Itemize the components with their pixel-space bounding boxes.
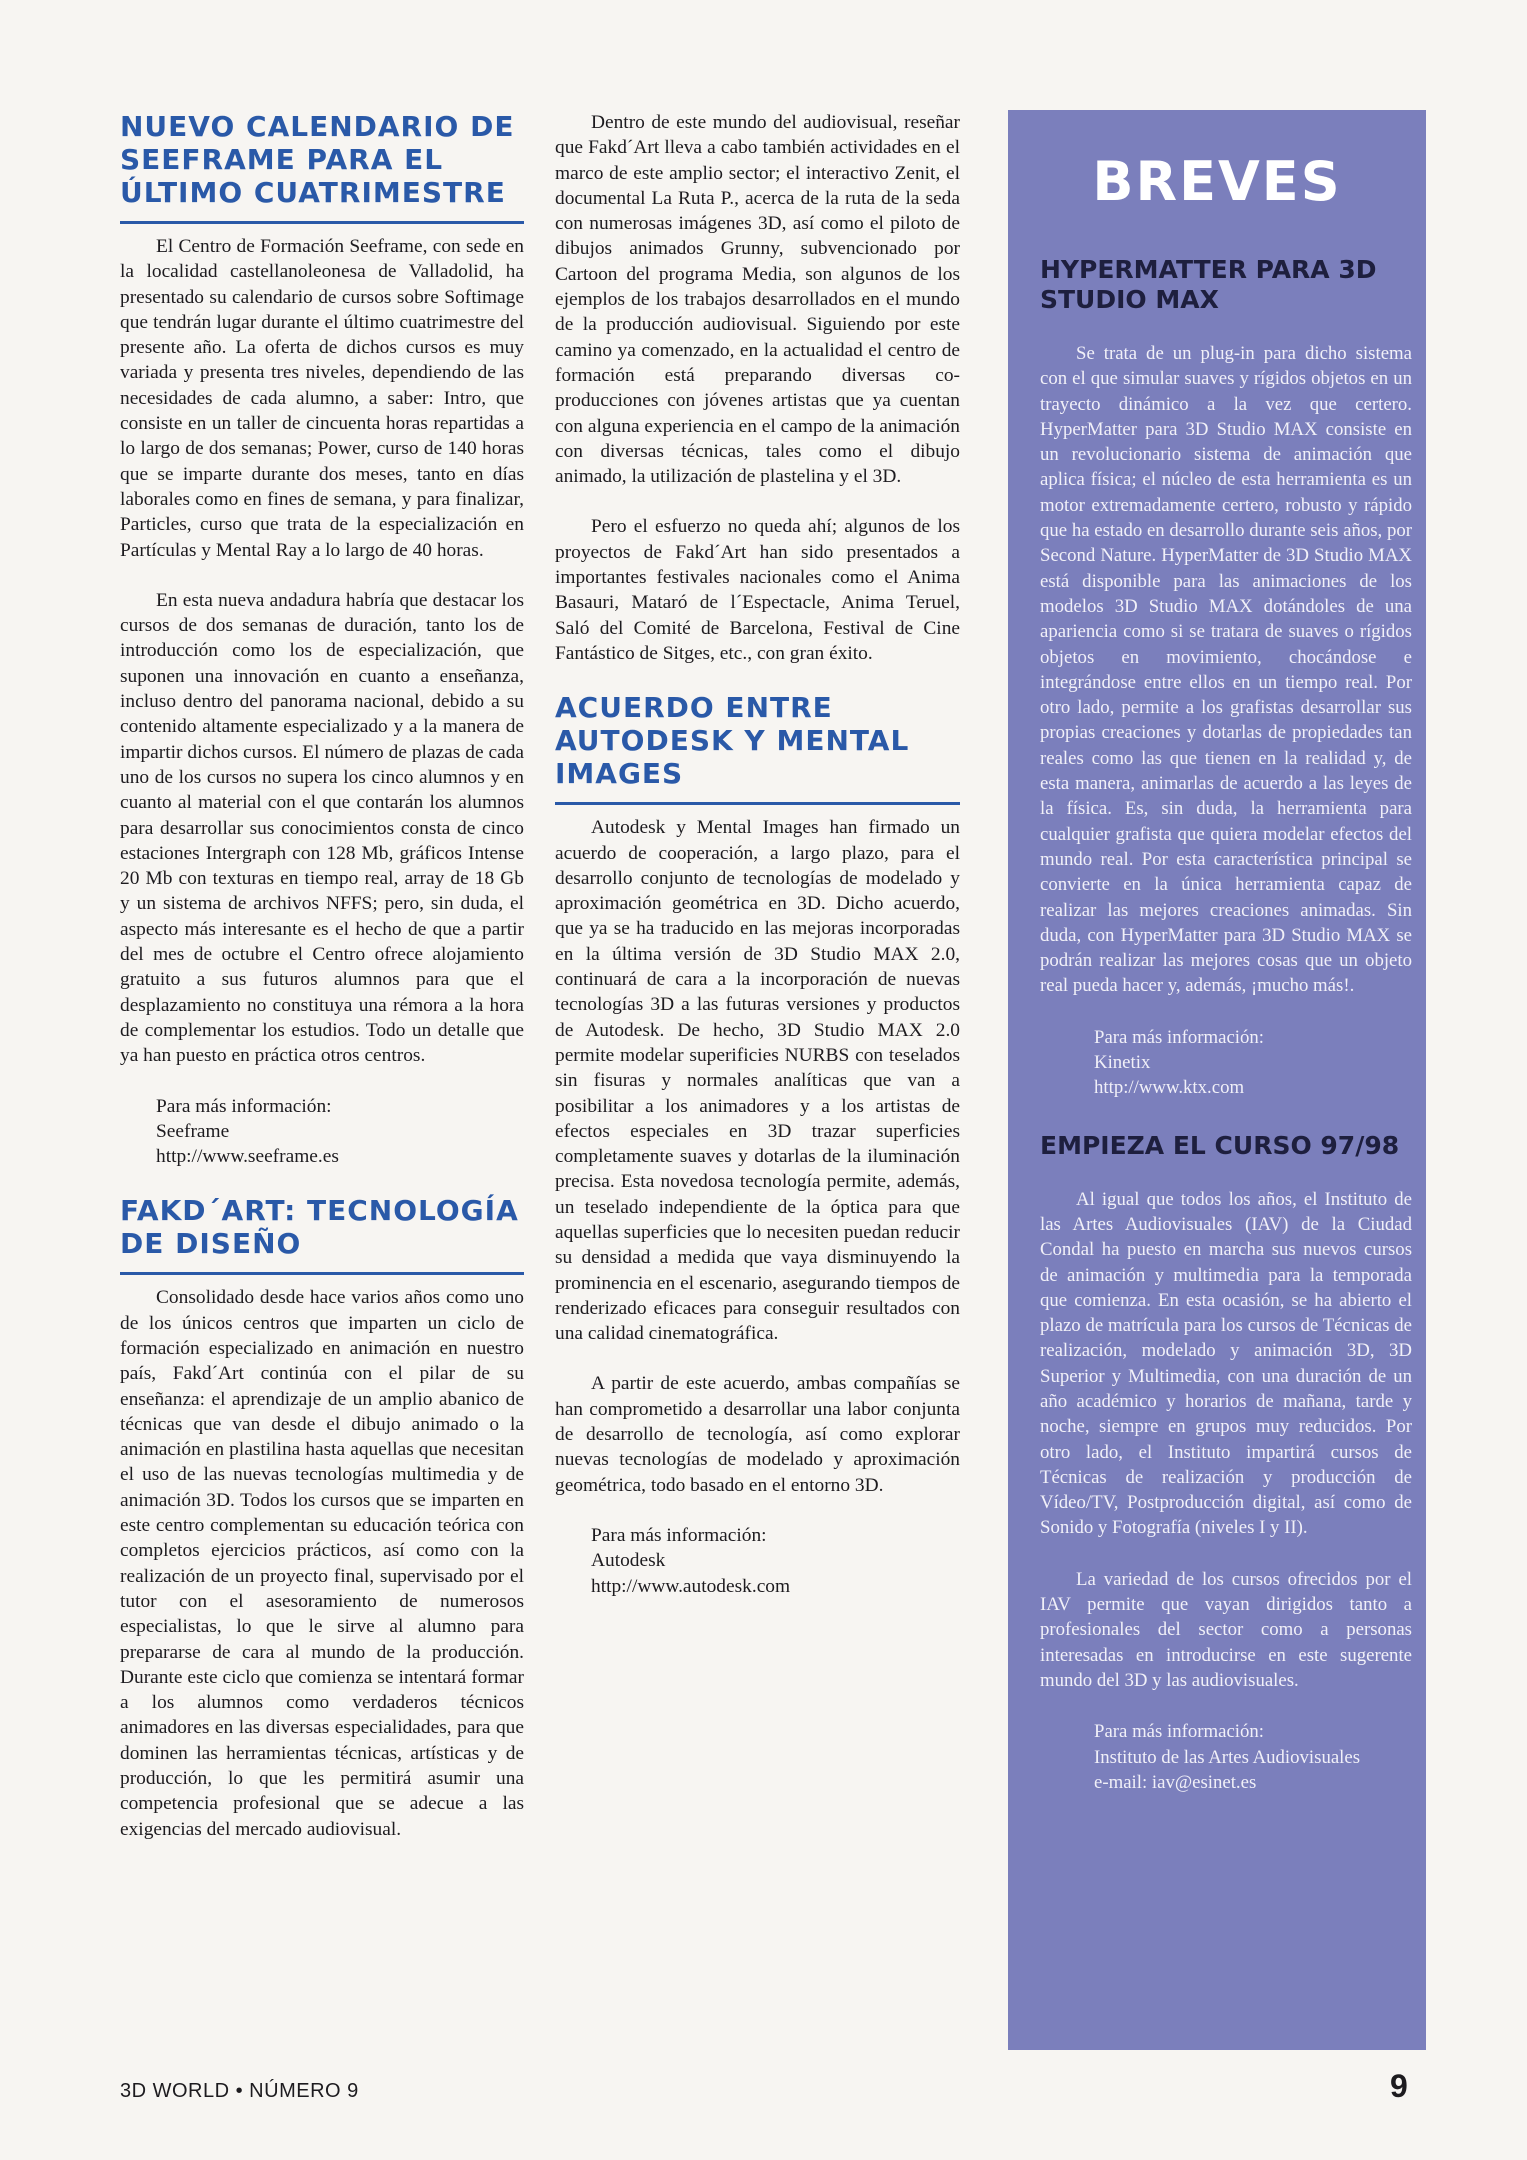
article-headline-autodesk: ACUERDO ENTRE AUTODESK Y MENTAL IMAGES <box>555 691 960 805</box>
info-url: e-mail: iav@esinet.es <box>1094 1771 1257 1793</box>
info-name: Kinetix <box>1094 1052 1151 1074</box>
info-label: Para más información: <box>1094 1026 1265 1048</box>
article-headline-seeframe: NUEVO CALENDARIO DE SEEFRAME PARA EL ÚLTIMO CUATRIMESTRE <box>120 110 524 224</box>
info-url: http://www.ktx.com <box>1094 1077 1245 1099</box>
article-paragraph: A partir de este acuerdo, ambas compañías se han comprometido a desarrollar una labor conjunta de desarrollo de tecnología, así como explorar nuevas tecnologías de modelado y aproximación geométrica, todo basado en el entorno 3D. <box>555 1373 960 1496</box>
info-name: Seeframe <box>156 1120 230 1142</box>
article-paragraph: Dentro de este mundo del audiovisual, reseñar que Fakd´Art lleva a cabo también actividades en el marco de este amplio sector; el interactivo Zenit, el documental La Ruta P., acerca de la ruta de la seda con numerosas imágenes 3D, así como el piloto de dibujos animados Grunny, subvencionado por Cartoon del programa Media, son algunos de los ejemplos de los trabajos desarrollados en el mundo de la producción audiovisual. Siguiendo por este camino ya comenzado, en la actualidad el centro de formación está preparando diversas co-producciones con jóvenes artistas que ya cuentan con alguna experiencia en el campo de la animación con diversas técnicas, tales como el dibujo animado, la utilización de plastelina y el 3D. <box>555 112 960 488</box>
article-paragraph: Pero el esfuerzo no queda ahí; algunos de los proyectos de Fakd´Art han sido presentados a importantes festivales nacionales como el Anima Basauri, Mataró de l´Espectacle, Anima Teruel, Saló del Comité de Barcelona, Festival de Cine Fantástico de Sitges, etc., con gran éxito. <box>555 516 960 664</box>
article-paragraph: Consolidado desde hace varios años como uno de los únicos centros que imparten un ciclo de formación especializado en animación en nuestro país, Fakd´Art continúa con el pilar de su enseñanza: el aprendizaje de un amplio abanico de técnicas que van desde el dibujo animado o la animación en plastilina hasta aquellas que necesitan el uso de las nuevas tecnologías multimedia y de animación 3D. Todos los cursos que se imparten en este centro complementan su educación teórica con completos ejercicios prácticos, así como con la realización de un proyecto final, supervisado por el tutor con el asesoramiento de numerosos especialistas, lo que le sirve al alumno para prepararse de cara al mundo de la producción. Durante este ciclo que comienza se intentará formar a los alumnos como verdaderos técnicos animadores en las diversas especialidades, para que dominen las herramientas técnicas, artísticas y de producción, lo que les permitirá asumir una competencia profesional que se adecue a las exigencias del mercado audiovisual. <box>120 1287 524 1840</box>
info-label: Para más información: <box>156 1095 332 1117</box>
info-url: http://www.seeframe.es <box>156 1146 339 1168</box>
article-paragraph: En esta nueva andadura habría que destacar los cursos de dos semanas de duración, tanto los de introducción como los de especialización, que suponen una innovación en cuanto a enseñanza, incluso dentro del panorama nacional, debido a su contenido altamente especializado y a la manera de impartir dichos cursos. El número de plazas de cada uno de los cursos no supera los cinco alumnos y en cuanto al material con el que contarán los alumnos para desarrollar sus conocimientos consta de cinco estaciones Intergraph con 128 Mb, gráficos Intense 20 Mb con texturas en tiempo real, array de 18 Gb y un sistema de archivos NFFS; pero, sin duda, el aspecto más interesante es el hecho de que a partir del mes de octubre el Centro ofrece alojamiento gratuito a sus futuros alumnos para que el desplazamiento no constituya una rémora a la hora de complementar los estudios. Todo un detalle que ya han puesto en práctica otros centros. <box>120 589 524 1067</box>
info-block-autodesk <box>555 1523 960 1599</box>
column-middle <box>555 110 960 1624</box>
info-block-iav <box>1094 1719 1412 1795</box>
info-url: http://www.autodesk.com <box>591 1575 791 1597</box>
info-block-seeframe <box>120 1094 524 1170</box>
article-headline-fakdart: FAKD´ART: TECNOLOGÍA DE DISEÑO <box>120 1194 524 1275</box>
info-name: Instituto de las Artes Audiovisuales <box>1094 1746 1361 1768</box>
article-paragraph: El Centro de Formación Seeframe, con sede en la localidad castellanoleonesa de Valladolid, ha presentado su calendario de cursos sobre Softimage que tendrán lugar durante el último cuatrimestre del presente año. La oferta de dichos cursos es muy variada y presenta tres niveles, dependiendo de las necesidades de cada alumno, a saber: Intro, que consiste en un taller de cincuenta horas repartidas a lo largo de dos semanas; Power, curso de 140 horas que se imparte durante dos meses, tanto en días laborales como en fines de semana, y para finalizar, Particles, curso que trata de la especialización en Partículas y Mental Ray a lo largo de 40 horas. <box>120 236 524 561</box>
breves-title: BREVES <box>1092 150 1342 213</box>
info-label: Para más información: <box>1094 1721 1265 1743</box>
page-number: 9 <box>1390 2068 1408 2104</box>
info-label: Para más información: <box>591 1524 767 1546</box>
info-name: Autodesk <box>591 1550 666 1572</box>
column-left <box>120 110 524 1867</box>
breves-headline-hypermatter: HYPERMATTER PARA 3D STUDIO MAX <box>1040 255 1377 314</box>
breves-sidebar <box>1008 110 1426 2050</box>
breves-paragraph: Se trata de un plug-in para dicho sistema con el que simular suaves y rígidos objetos en un trayecto dinámico a la vez que certero. HyperMatter para 3D Studio MAX consiste en un revolucionario sistema de animación que aplica física; el núcleo de esta herramienta es un motor extremadamente certero, robusto y rápido que ha estado en desarrollo durante seis años, por Second Nature. HyperMatter de 3D Studio MAX está disponible para las animaciones de los modelos 3D Studio MAX dotándoles de una apariencia como si se tratara de suaves o rígidos objetos en movimiento, chocándose e integrándose entre ellos en un tiempo real. Por otro lado, permite a los grafistas desarrollar sus propias creaciones y dotarlas de propiedades tan reales como las que tienen en la realidad y, de esta manera, animarlas de acuerdo a las leyes de la física. Es, sin duda, la herramienta para cualquier grafista que quiera modelar efectos del mundo real. Por esta característica principal se convierte en la única herramienta capaz de realizar las mejores creaciones animadas. Sin duda, con HyperMatter para 3D Studio MAX se podrán realizar las mejores cosas que un objeto real pueda hacer y, además, ¡mucho más!. <box>1040 343 1412 997</box>
info-block-kinetix <box>1094 1025 1412 1101</box>
breves-paragraph: Al igual que todos los años, el Instituto de las Artes Audiovisuales (IAV) de la Ciudad Condal ha puesto en marcha sus nuevos cursos de animación y multimedia para la temporada que comienza. En esta ocasión, se ha abierto el plazo de matrícula para los cursos de Técnicas de realización, modelado y animación 3D, 3D Superior y Multimedia, con una duración de un año académico y horarios de mañana, tarde y noche, siempre en grupos muy reducidos. Por otro lado, el Instituto impartirá cursos de Técnicas de realización y producción de Vídeo/TV, Postproducción digital, así como de Sonido y Fotografía (niveles I y II). <box>1040 1188 1412 1539</box>
breves-headline-curso: EMPIEZA EL CURSO 97/98 <box>1040 1130 1400 1160</box>
footer-magazine-name: 3D WORLD • NÚMERO 9 <box>120 2080 359 2102</box>
article-paragraph: Autodesk y Mental Images han firmado un acuerdo de cooperación, a largo plazo, para el desarrollo conjunto de tecnologías de modelado y aproximación geométrica en 3D. Dicho acuerdo, que ya se ha traducido en las mejoras incorporadas en la última versión de 3D Studio MAX 2.0, continuará de cara a la incorporación de nuevas tecnologías 3D a las futuras versiones y productos de Autodesk. De hecho, 3D Studio MAX 2.0 permite modelar superificies NURBS con teselados sin fisuras y normales analíticas que van a posibilitar a los animadores y a los artistas de efectos especiales en 3D trazar superficies completamente suaves y dotarlas de la iluminación precisa. Esta novedosa tecnología permite, además, un teselado independiente de la óptica para que aquellas superficies que lo necesiten puedan reducir su densidad a medida que vaya disminuyendo la prominencia en el escenario, asegurando tiempos de renderizado eficaces para conseguir resultados con una calidad cinematográfica. <box>555 817 960 1345</box>
breves-paragraph: La variedad de los cursos ofrecidos por el IAV permite que vayan dirigidos tanto a profesionales del sector como a personas interesadas en introducirse en este sugerente mundo del 3D y las audiovisuales. <box>1040 1568 1412 1691</box>
